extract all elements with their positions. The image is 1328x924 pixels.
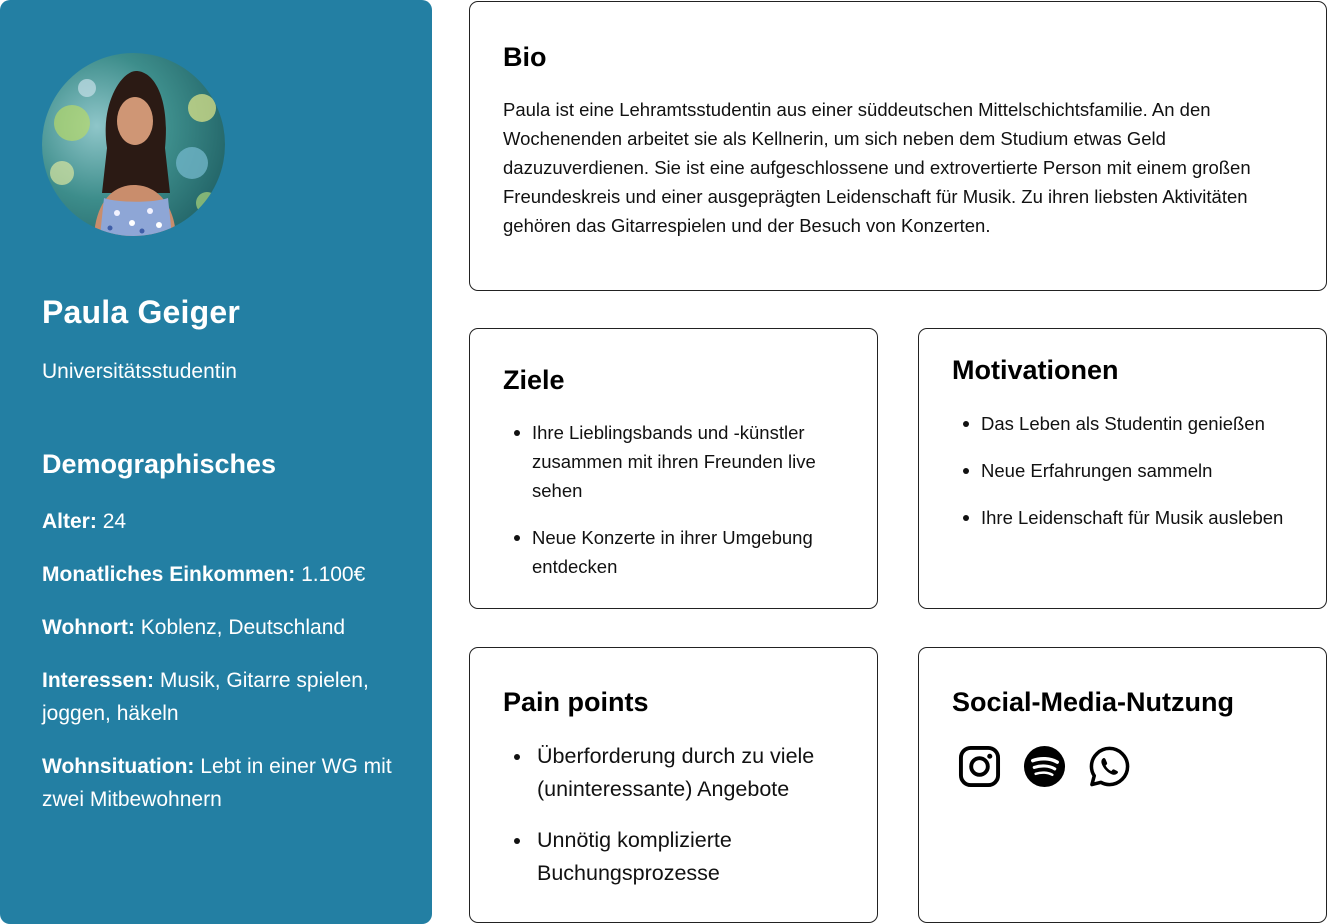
persona-name: Paula Geiger: [42, 294, 241, 330]
demographic-living: [42, 750, 412, 816]
persona-role: Universitätsstudentin: [42, 360, 237, 383]
list-item: Überforderung durch zu viele (uninteressante) Angebote: [503, 740, 863, 806]
spotify-icon: [1023, 745, 1066, 788]
demographic-label: Monatliches Einkommen:: [42, 563, 296, 586]
bio-card: [469, 1, 1327, 291]
pain-points-card: [469, 647, 878, 923]
list-item: Ihre Leidenschaft für Musik ausleben: [952, 503, 1302, 532]
goals-list: [503, 418, 853, 599]
goals-title: Ziele: [503, 365, 565, 395]
demographic-interests: [42, 664, 412, 730]
list-item: Neue Erfahrungen sammeln: [952, 456, 1302, 485]
demographics-list: [42, 505, 412, 836]
demographic-location: [42, 611, 412, 644]
demographic-label: Wohnort:: [42, 616, 135, 639]
demographic-label: Alter:: [42, 510, 97, 533]
demographic-age: [42, 505, 412, 538]
whatsapp-icon: [1088, 745, 1131, 788]
demographic-label: Wohnsituation:: [42, 755, 195, 778]
avatar: [42, 53, 225, 236]
demographic-value: 24: [102, 510, 127, 533]
instagram-icon: [958, 745, 1001, 788]
profile-sidebar: [0, 0, 432, 924]
demographic-income: [42, 558, 412, 591]
motivations-list: [952, 409, 1302, 550]
social-media-title: Social-Media-Nutzung: [952, 687, 1234, 717]
social-media-card: [918, 647, 1327, 923]
demographic-value: 1.100€: [301, 563, 366, 586]
demographic-value: Lebt in einer WG mit zwei Mitbewohnern: [42, 755, 392, 811]
list-item: Ihre Lieblingsbands und -künstler zusammen mit ihren Freunden live sehen: [503, 418, 853, 505]
motivations-title: Motivationen: [952, 355, 1119, 385]
avatar-photo: [42, 53, 225, 236]
pain-points-list: [503, 740, 863, 908]
motivations-card: [918, 328, 1327, 609]
demographic-value: Musik, Gitarre spielen, joggen, häkeln: [42, 669, 369, 725]
bio-title: Bio: [503, 42, 547, 72]
pain-points-title: Pain points: [503, 687, 649, 717]
bio-text: Paula ist eine Lehramtsstudentin aus einer süddeutschen Mittelschichtsfamilie. An den Wochenenden arbeitet sie als Kellnerin, um sich neben dem Studium etwas Geld dazuzuverdienen. Sie ist eine aufgeschlossene und extrovertierte Person mit einem großen Freundeskreis und einer ausgeprägten Leidenschaft für Musik. Zu ihren liebsten Aktivitäten gehören das Gitarrespielen und der Besuch von Konzerten.: [503, 99, 1251, 236]
list-item: Das Leben als Studentin genießen: [952, 409, 1302, 438]
list-item: Neue Konzerte in ihrer Umgebung entdecken: [503, 523, 853, 581]
list-item: Unnötig komplizierte Buchungsprozesse: [503, 824, 863, 890]
demographic-value: Koblenz, Deutschland: [140, 616, 346, 639]
demographic-label: Interessen:: [42, 669, 155, 692]
social-media-icons: [958, 745, 1131, 788]
goals-card: [469, 328, 878, 609]
demographics-heading: Demographisches: [42, 449, 277, 479]
